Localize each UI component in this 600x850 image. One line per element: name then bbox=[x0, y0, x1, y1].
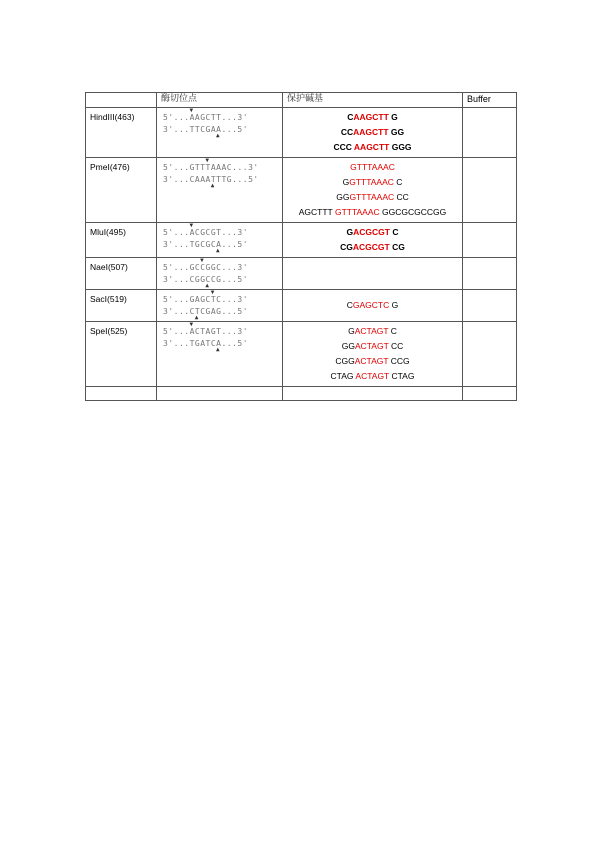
protect-bases-cell bbox=[283, 258, 463, 290]
down-triangle-icon: ▼ bbox=[205, 157, 210, 164]
up-triangle-icon: ▲ bbox=[205, 282, 210, 289]
recognition-site: ACTAGT bbox=[354, 326, 389, 336]
up-triangle-icon: ▲ bbox=[194, 314, 199, 321]
flank-left: CG bbox=[340, 242, 353, 252]
protect-bases-cell bbox=[283, 322, 463, 387]
recognition-site: AAGCTT bbox=[353, 142, 390, 152]
protect-sequence-line bbox=[283, 140, 462, 155]
flank-left: CC bbox=[340, 127, 354, 137]
up-triangle-icon: ▲ bbox=[216, 346, 221, 353]
flank-right: G bbox=[389, 300, 399, 310]
site-bottom-strand: 3'...TTCGAA...5' ▲ bbox=[163, 125, 249, 139]
protect-sequence-line bbox=[283, 240, 462, 255]
flank-right: C bbox=[393, 177, 403, 187]
header-row bbox=[86, 93, 517, 108]
flank-left: G bbox=[342, 177, 350, 187]
enzyme-name: MluI(495) bbox=[86, 223, 157, 258]
recognition-site: GTTTAAAC bbox=[350, 162, 395, 172]
down-triangle-icon: ▼ bbox=[189, 107, 194, 114]
flank-right: CC bbox=[394, 192, 409, 202]
header-protect: 保护碱基 bbox=[283, 93, 463, 108]
flank-right: CC bbox=[388, 341, 404, 351]
buffer-cell bbox=[463, 158, 517, 223]
protect-sequence-line bbox=[283, 190, 462, 205]
header-buffer: Buffer bbox=[463, 93, 517, 108]
flank-left: CGG bbox=[335, 356, 355, 366]
site-bottom-strand: 3'...CAAATTTG...5' ▲ bbox=[163, 175, 259, 189]
recognition-site: ACTAGT bbox=[354, 356, 389, 366]
recognition-site: ACTAGT bbox=[355, 371, 390, 381]
enzyme-name: PmeI(476) bbox=[86, 158, 157, 223]
empty-cell bbox=[157, 387, 283, 401]
up-triangle-icon: ▲ bbox=[216, 247, 221, 254]
recognition-site: AAGCTT bbox=[353, 112, 389, 122]
buffer-cell bbox=[463, 258, 517, 290]
table-row bbox=[86, 158, 517, 223]
site-top-strand: 5'...GAGCTC...3' ▼ bbox=[163, 289, 249, 304]
protect-bases-cell bbox=[283, 290, 463, 322]
down-triangle-icon: ▼ bbox=[200, 257, 205, 264]
protect-sequence-line bbox=[283, 225, 462, 240]
recognition-site: GTTTAAAC bbox=[334, 207, 380, 217]
site-top-strand: 5'...AAGCTT...3' ▼ bbox=[163, 107, 249, 122]
down-triangle-icon: ▼ bbox=[189, 321, 194, 328]
recognition-site: ACTAGT bbox=[354, 341, 389, 351]
protect-sequence-line bbox=[283, 324, 462, 339]
flank-left: G bbox=[346, 227, 354, 237]
site-top-strand: 5'...ACTAGT...3' ▼ bbox=[163, 321, 249, 336]
table-row bbox=[86, 108, 517, 158]
flank-right: CTAG bbox=[389, 371, 415, 381]
protect-bases-cell bbox=[283, 108, 463, 158]
protect-sequence-line bbox=[283, 175, 462, 190]
protect-sequence-line bbox=[283, 339, 462, 354]
enzyme-name: SpeI(525) bbox=[86, 322, 157, 387]
up-triangle-icon: ▲ bbox=[216, 132, 221, 139]
cut-site-cell bbox=[157, 158, 283, 223]
empty-cell bbox=[86, 387, 157, 401]
recognition-site: GAGCTC bbox=[352, 300, 390, 310]
header-site: 酶切位点 bbox=[157, 93, 283, 108]
recognition-site: AAGCTT bbox=[353, 127, 389, 137]
table-row bbox=[86, 258, 517, 290]
protect-bases-cell bbox=[283, 158, 463, 223]
buffer-cell bbox=[463, 108, 517, 158]
site-top-strand: 5'...GCCGGC...3' ▼ bbox=[163, 257, 249, 272]
protect-sequence-line bbox=[283, 354, 462, 369]
table-row bbox=[86, 223, 517, 258]
enzyme-name: SacI(519) bbox=[86, 290, 157, 322]
protect-sequence-line bbox=[283, 110, 462, 125]
recognition-site: GTTTAAAC bbox=[349, 177, 394, 187]
up-triangle-icon: ▲ bbox=[210, 182, 215, 189]
cut-site-cell bbox=[157, 223, 283, 258]
flank-right: GGCGCGCCGG bbox=[379, 207, 447, 217]
flank-right: CCG bbox=[388, 356, 410, 366]
site-top-strand: 5'...ACGCGT...3' ▼ bbox=[163, 222, 249, 237]
site-bottom-strand: 3'...CTCGAG...5' ▲ bbox=[163, 307, 249, 321]
cut-site-cell bbox=[157, 108, 283, 158]
protect-sequence-line bbox=[283, 205, 462, 220]
enzyme-table bbox=[85, 92, 517, 401]
recognition-site: GTTTAAAC bbox=[349, 192, 395, 202]
protect-sequence-line bbox=[283, 125, 462, 140]
protect-sequence-line bbox=[283, 298, 462, 313]
flank-right: C bbox=[388, 326, 397, 336]
recognition-site: ACGCGT bbox=[352, 242, 390, 252]
empty-cell bbox=[283, 387, 463, 401]
empty-cell bbox=[463, 387, 517, 401]
flank-right: GGG bbox=[389, 142, 412, 152]
buffer-cell bbox=[463, 290, 517, 322]
buffer-cell bbox=[463, 322, 517, 387]
flank-right: C bbox=[389, 227, 399, 237]
flank-left: GG bbox=[341, 341, 355, 351]
cut-site-cell bbox=[157, 290, 283, 322]
down-triangle-icon: ▼ bbox=[189, 222, 194, 229]
site-bottom-strand: 3'...TGATCA...5' ▲ bbox=[163, 339, 249, 353]
enzyme-name: HindIII(463) bbox=[86, 108, 157, 158]
table-body bbox=[86, 108, 517, 401]
enzyme-name: NaeI(507) bbox=[86, 258, 157, 290]
site-bottom-strand: 3'...CGGCCG...5' ▲ bbox=[163, 275, 249, 289]
protect-bases-cell bbox=[283, 223, 463, 258]
table-row bbox=[86, 290, 517, 322]
flank-left: GG bbox=[336, 192, 350, 202]
table-row bbox=[86, 322, 517, 387]
protect-sequence-line bbox=[283, 160, 462, 175]
recognition-site: ACGCGT bbox=[353, 227, 390, 237]
empty-row bbox=[86, 387, 517, 401]
flank-left: G bbox=[348, 326, 355, 336]
flank-left: C bbox=[347, 112, 354, 122]
flank-left: CTAG bbox=[330, 371, 356, 381]
buffer-cell bbox=[463, 223, 517, 258]
site-bottom-strand: 3'...TGCGCA...5' ▲ bbox=[163, 240, 249, 254]
flank-right: CG bbox=[389, 242, 405, 252]
site-top-strand: 5'...GTTTAAAC...3' ▼ bbox=[163, 157, 259, 172]
flank-left: C bbox=[346, 300, 353, 310]
flank-right: G bbox=[388, 112, 398, 122]
header-enzyme bbox=[86, 93, 157, 108]
flank-right: GG bbox=[388, 127, 405, 137]
flank-left: CCC bbox=[333, 142, 354, 152]
down-triangle-icon: ▼ bbox=[210, 289, 215, 296]
protect-sequence-line bbox=[283, 369, 462, 384]
flank-left: AGCTTT bbox=[298, 207, 335, 217]
cut-site-cell bbox=[157, 322, 283, 387]
cut-site-cell bbox=[157, 258, 283, 290]
